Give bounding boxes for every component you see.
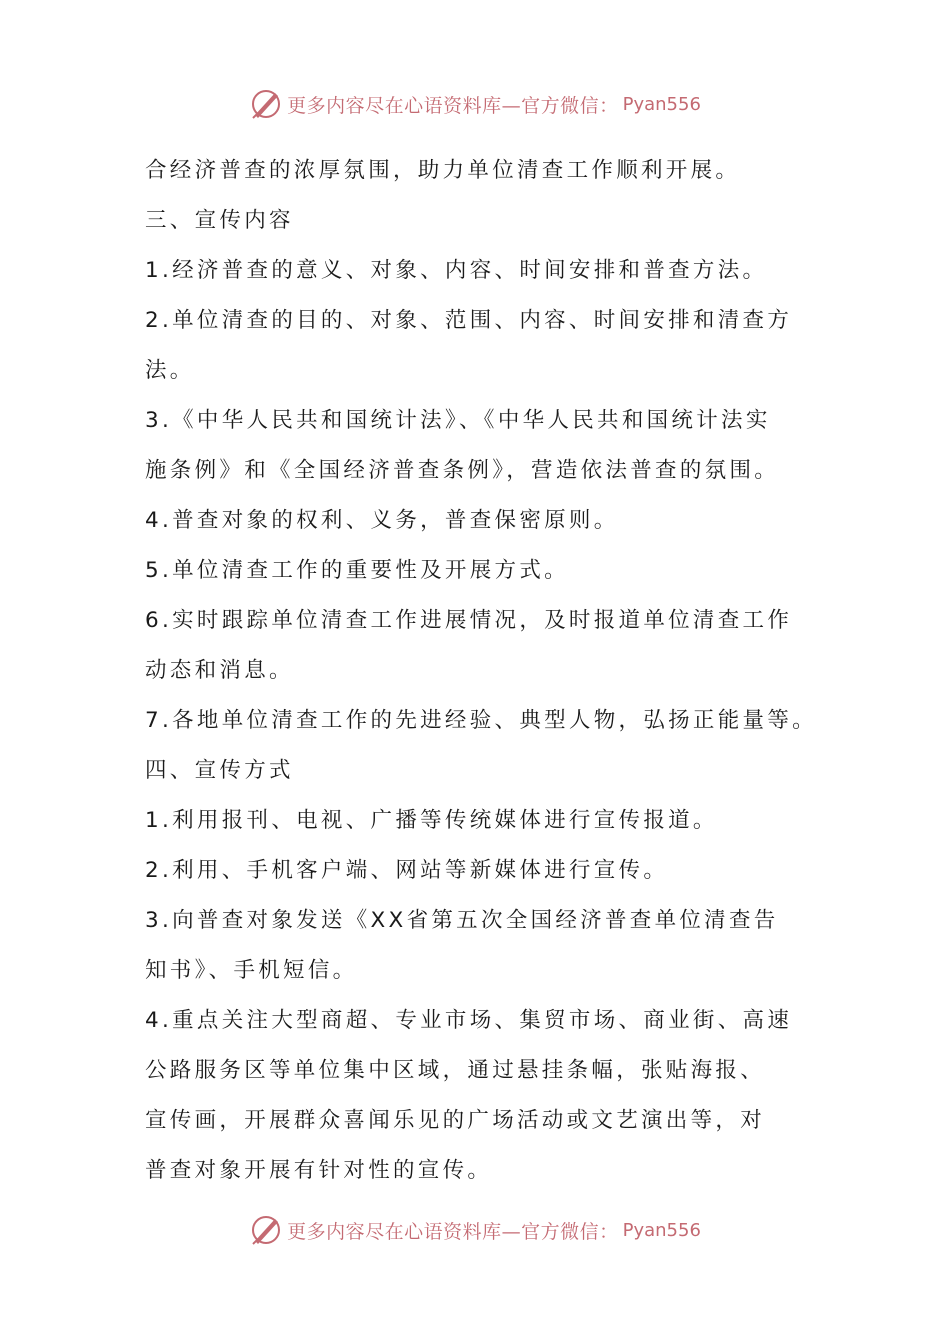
watermark-wechat-id: Pyan556	[622, 1219, 701, 1241]
list-item-continuation: 公路服务区等单位集中区域，通过悬挂条幅，张贴海报、	[145, 1058, 766, 1083]
list-item-continuation: 动态和消息。	[145, 658, 294, 683]
list-item-continuation: 普查对象开展有针对性的宣传。	[145, 1158, 493, 1183]
watermark-text: 更多内容尽在心语资料库—官方微信：	[287, 1220, 619, 1243]
list-item: 1.利用报刊、电视、广播等传统媒体进行宣传报道。	[145, 808, 718, 833]
section-heading-content: 三、宣传内容	[145, 208, 294, 233]
watermark-wechat-id: Pyan556	[622, 93, 701, 115]
footer-watermark	[0, 1210, 950, 1250]
list-item: 4.重点关注大型商超、专业市场、集贸市场、商业街、高速	[145, 1008, 793, 1033]
document-body	[145, 146, 825, 1196]
list-item: 4.普查对象的权利、义务，普查保密原则。	[145, 508, 619, 533]
list-item: 5.单位清查工作的重要性及开展方式。	[145, 558, 569, 583]
list-item: 3.向普查对象发送《XX省第五次全国经济普查单位清查告	[145, 908, 779, 933]
list-item-continuation: 知书》、手机短信。	[145, 958, 358, 983]
section-heading-methods: 四、宣传方式	[145, 758, 294, 783]
paragraph-line: 合经济普查的浓厚氛围，助力单位清查工作顺利开展。	[145, 158, 741, 183]
list-item-continuation: 施条例》和《全国经济普查条例》，营造依法普查的氛围。	[145, 458, 780, 483]
pen-logo-icon	[249, 1213, 283, 1247]
list-item: 7.各地单位清查工作的先进经验、典型人物，弘扬正能量等。	[145, 708, 817, 733]
list-item: 3.《中华人民共和国统计法》、《中华人民共和国统计法实	[145, 408, 771, 433]
list-item: 2.单位清查的目的、对象、范围、内容、时间安排和清查方	[145, 308, 793, 333]
list-item: 2.利用、手机客户端、网站等新媒体进行宣传。	[145, 858, 669, 883]
list-item: 1.经济普查的意义、对象、内容、时间安排和普查方法。	[145, 258, 768, 283]
list-item-continuation: 法。	[145, 358, 195, 383]
pen-logo-icon	[249, 87, 283, 121]
list-item: 6.实时跟踪单位清查工作进展情况，及时报道单位清查工作	[145, 608, 793, 633]
list-item-continuation: 宣传画，开展群众喜闻乐见的广场活动或文艺演出等，对	[145, 1108, 766, 1133]
header-watermark	[0, 84, 950, 124]
watermark-text: 更多内容尽在心语资料库—官方微信：	[287, 94, 619, 117]
